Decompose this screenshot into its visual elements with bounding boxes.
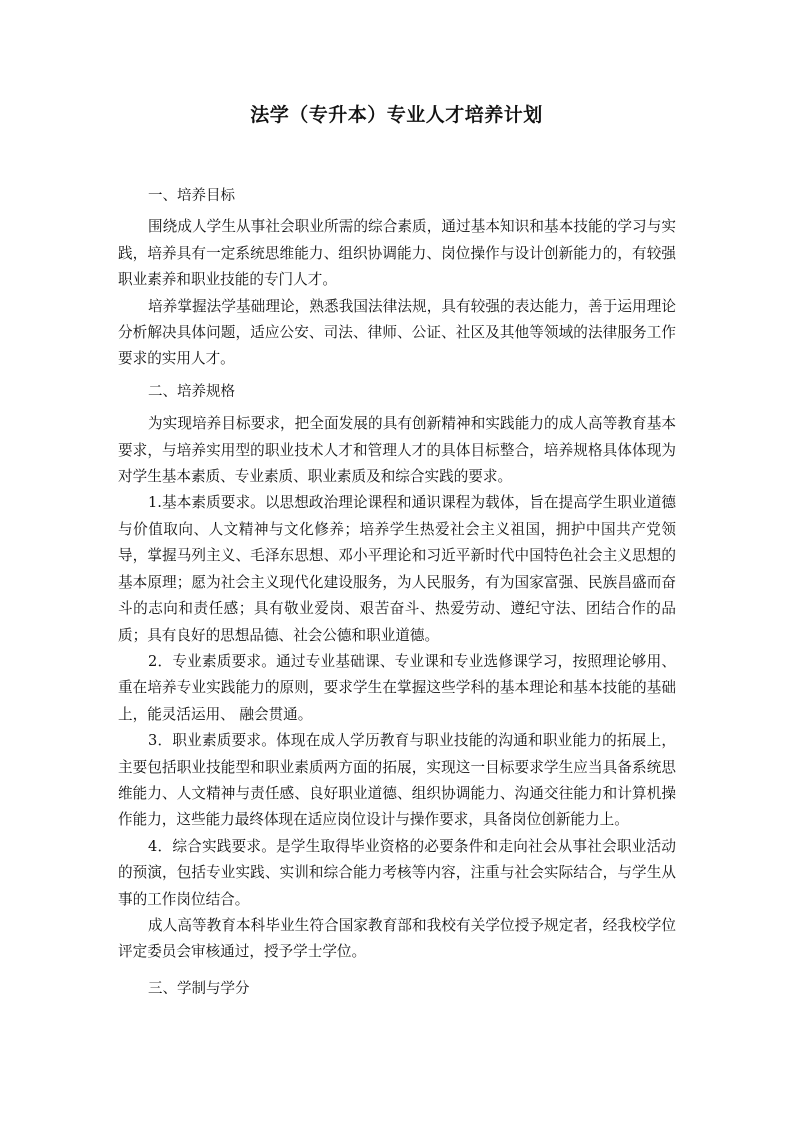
paragraph: 3．职业素质要求。体现在成人学历教育与职业技能的沟通和职业能力的拓展上，主要包括职业技能型和职业素质两方面的拓展，实现这一目标要求学生应当具备系统思维能力、人文精神与责任感、良好职业道德、组织协调能力、沟通交往能力和计算机操作能力，这些能力最终体现在适应岗位设计与操作要求，具备岗位创新能力上。 (118, 732, 676, 829)
paragraph: 围绕成人学生从事社会职业所需的综合素质，通过基本知识和基本技能的学习与实践，培养具有一定系统思维能力、组织协调能力、岗位操作与设计创新能力的，有较强职业素养和职业技能的专门人才。 (118, 218, 676, 289)
paragraph: 4．综合实践要求。是学生取得毕业资格的必要条件和走向社会从事社会职业活动的预演，包括专业实践、实训和综合能力考核等内容，注重与社会实际结合，与学生从事的工作岗位结合。 (118, 837, 676, 908)
paragraph: 成人高等教育本科毕业生符合国家教育部和我校有关学位授予规定者，经我校学位评定委员会审核通过，授予学士学位。 (118, 916, 676, 961)
paragraph: 培养掌握法学基础理论，熟悉我国法律法规，具有较强的表达能力，善于运用理论分析解决具体问题，适应公安、司法、律师、公证、社区及其他等领域的法律服务工作要求的实用人才。 (118, 297, 676, 368)
document-body (118, 183, 676, 1002)
section-heading-specifications: 二、培养规格 (148, 383, 235, 400)
paragraph: 为实现培养目标要求，把全面发展的具有创新精神和实践能力的成人高等教育基本要求，与培养实用型的职业技术人才和管理人才的具体目标整合，培养规格具体体现为对学生基本素质、专业素质、职业素质及和综合实践的要求。 (118, 415, 676, 486)
section-heading-duration-credits: 三、学制与学分 (148, 980, 250, 997)
section-heading-objectives: 一、培养目标 (148, 188, 235, 204)
page-title: 法学（专升本）专业人才培养计划 (250, 104, 543, 126)
paragraph: 1.基本素质要求。以思想政治理论课程和通识课程为载体，旨在提高学生职业道德与价值取向、人文精神与文化修养；培养学生热爱社会主义祖国，拥护中国共产党领导，掌握马列主义、毛泽东思想、邓小平理论和习近平新时代中国特色社会主义思想的基本原理；愿为社会主义现代化建设服务，为人民服务，有为国家富强、民族昌盛而奋斗的志向和责任感；具有敬业爱岗、艰苦奋斗、热爱劳动、遵纪守法、团结合作的品质；具有良好的思想品德、社会公德和职业道德。 (118, 494, 676, 644)
paragraph: 2．专业素质要求。通过专业基础课、专业课和专业选修课学习，按照理论够用、重在培养专业实践能力的原则，要求学生在掌握这些学科的基本理论和基本技能的基础上，能灵活运用、 融会贯通。 (118, 652, 676, 723)
